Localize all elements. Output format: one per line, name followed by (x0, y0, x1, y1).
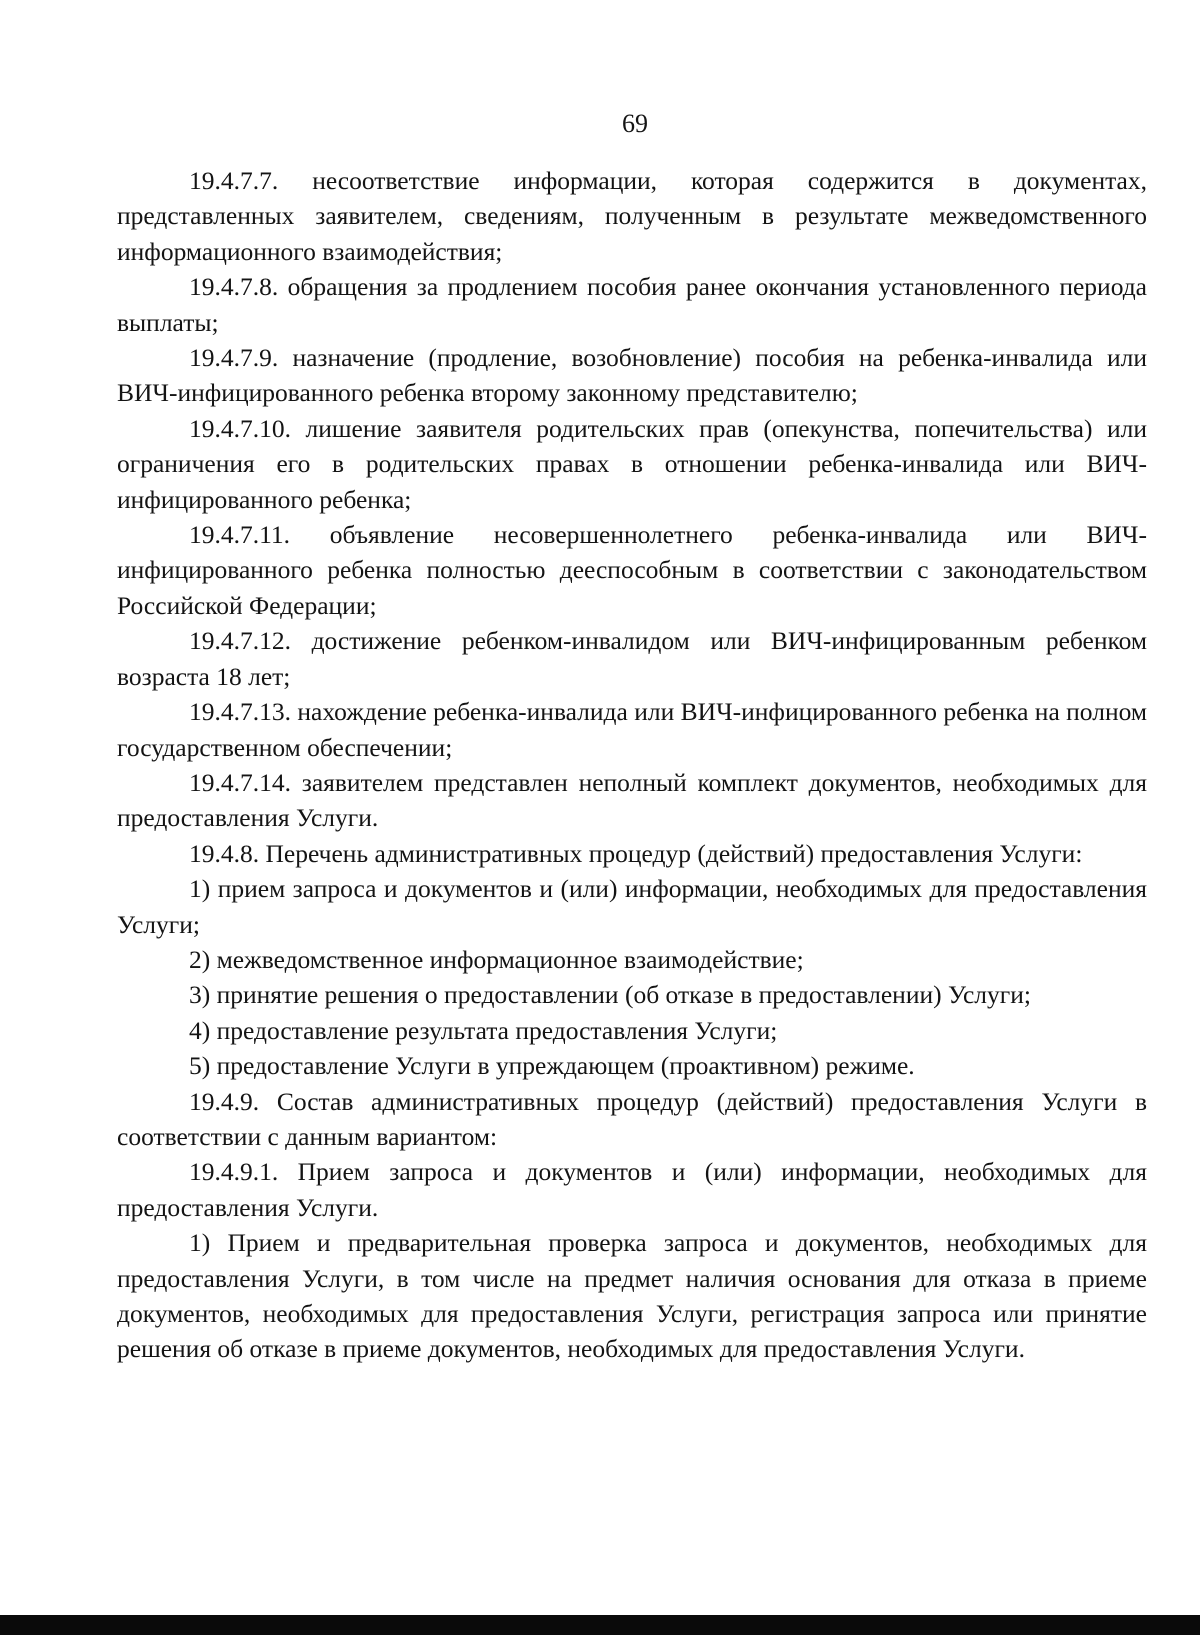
paragraph-19-4-9: 19.4.9. Состав административных процедур (действий) предоставления Услуги в соответствии с данным вариантом: (117, 1086, 1147, 1151)
paragraph-19-4-7-14: 19.4.7.14. заявителем представлен неполный комплект документов, необходимых для предоставления Услуги. (117, 767, 1147, 833)
paragraph-19-4-9-1: 19.4.9.1. Прием запроса и документов и (или) информации, необходимых для предоставления Услуги. (117, 1157, 1147, 1222)
list-item-5: 5) предоставление Услуги в упреждающем (проактивном) режиме. (189, 1051, 915, 1081)
list-item-3: 3) принятие решения о предоставлении (об отказе в предоставлении) Услуги; (189, 980, 1031, 1010)
page-number: 69 (622, 109, 648, 138)
paragraph-19-4-9-1-item-1: 1) Прием и предварительная проверка запроса и документов, необходимых для предоставления Услуги, в том числе на предмет наличия основания для отказа в приеме документов, необходимых для предоставления Услуги, регистрация запроса или принятие решения об отказе в приеме документов, необходимых для предоставления Услуги. (117, 1228, 1147, 1364)
paragraph-19-4-7-12: 19.4.7.12. достижение ребенком-инвалидом или ВИЧ-инфицированным ребенком возраста 18 лет; (117, 626, 1147, 691)
list-item-4: 4) предоставление результата предоставления Услуги; (189, 1015, 778, 1045)
paragraph-19-4-7-8: 19.4.7.8. обращения за продлением пособия ранее окончания установленного периода выплаты; (117, 272, 1147, 337)
document-body (117, 163, 1147, 1367)
list-item-2: 2) межведомственное информационное взаимодействие; (189, 944, 804, 974)
paragraph-19-4-7-9: 19.4.7.9. назначение (продление, возобновление) пособия на ребенка-инвалида или ВИЧ-инфицированного ребенка второму законному представителю; (117, 343, 1147, 408)
paragraph-19-4-7-13: 19.4.7.13. нахождение ребенка-инвалида или ВИЧ-инфицированного ребенка на полном государственном обеспечении; (117, 697, 1147, 762)
scan-bottom-edge (0, 1615, 1200, 1635)
paragraph-19-4-8: 19.4.8. Перечень административных процедур (действий) предоставления Услуги: (189, 838, 1083, 868)
paragraph-19-4-7-10: 19.4.7.10. лишение заявителя родительских прав (опекунства, попечительства) или ограничения его в родительских правах в отношении ребенка-инвалида или ВИЧ-инфицированного ребенка; (117, 413, 1147, 514)
list-item-1: 1) прием запроса и документов и (или) информации, необходимых для предоставления Услуги; (117, 874, 1147, 939)
paragraph-19-4-7-11: 19.4.7.11. объявление несовершеннолетнего ребенка-инвалида или ВИЧ-инфицированного ребенка полностью дееспособным в соответствии с законодательством Российской Федерации; (117, 520, 1147, 620)
paragraph-19-4-7-7: 19.4.7.7. несоответствие информации, которая содержится в документах, представленных заявителем, сведениям, полученным в результате межведомственного информационного взаимодействия; (117, 166, 1147, 266)
